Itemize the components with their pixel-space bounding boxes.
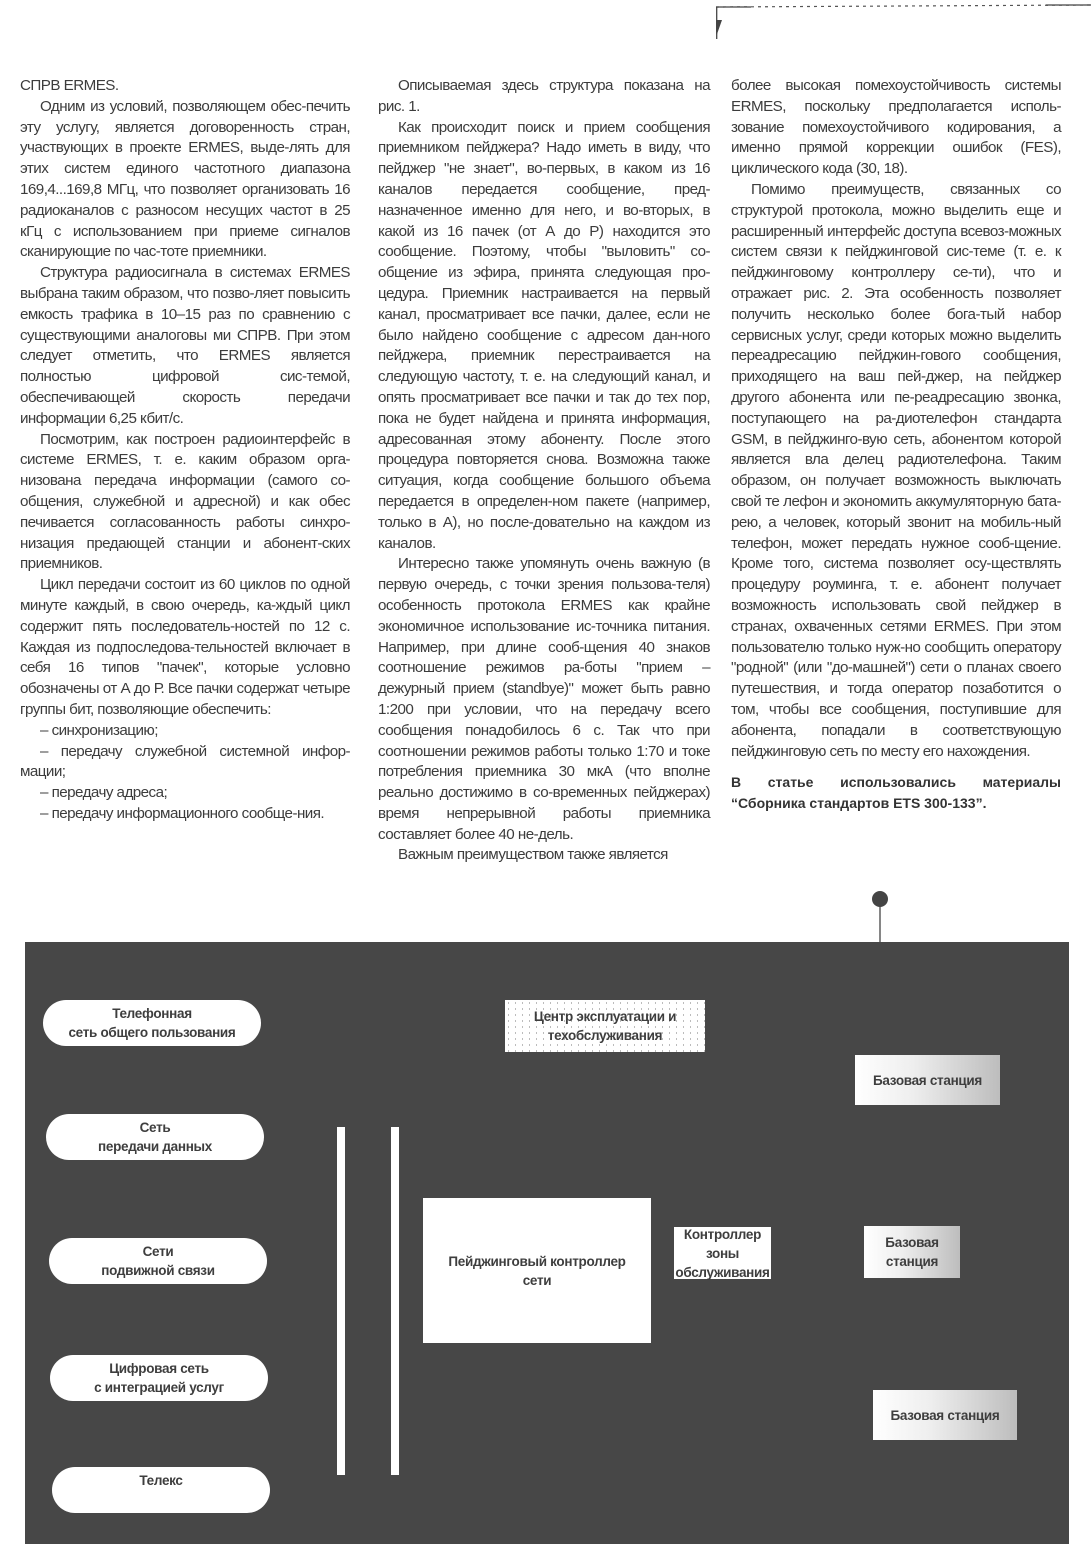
bus-line-left (337, 1127, 345, 1475)
node-base-station-1 (855, 1055, 1000, 1105)
node-zone-controller-label-2: обслуживания (675, 1264, 770, 1280)
paragraph: Важным преимуществом также является (398, 846, 668, 864)
paragraph: СПРВ ERMES. (20, 77, 119, 94)
article-column-1 (20, 76, 350, 825)
node-network-controller-label-1: Пейджинговый контроллер (448, 1253, 626, 1269)
node-data-network-label-1: Сеть (139, 1120, 171, 1135)
paragraph: Цикл передачи состоит из 60 циклов по одной минуте каждый, в свою очередь, ка-ждый цикл содержит пять последователь-ностей по 12 с. Каждая из подпоследова-тельностей включает в себя 16 типов "пачек", которые условно обозначены от А до Р. Все пачки содержат четыре группы бит, позволяющие обеспечить: (20, 576, 350, 718)
paragraph: Помимо преимуществ, связанных со структурой протокола, можно выделить еще и расширенный интерфейс доступа всевоз-можных систем связи к пейджинговой сис-теме (т. е. к пейджинговому контроллеру се-ти), что и отражает рис. 2. Эта особенность позволяет получить несколько более бога-тый набор сервисных услуг, среди которых можно выделить переадресацию пейджин-гового сообщения, приходящего на ваш пей-джер, на пейджер другого абонента или пе-реадресацию звонка, поступающего на ра-диотелефон стандарта GSM, в пейджинго-вую сеть, абонентом которой является вла делец радиотелефона. Таким образом, он получает возможность выключать свой те лефон и экономить аккумуляторную бата-рею, а человек, который звонит на мобиль-ный телефон, может передать нужное сооб-щение. Кроме того, система позволяет осу-ществлять процедуру роуминга, т. е. абонент получает возможность использовать свой пейджер в странах, охваченных сетями ERMES. При этом пользователю только нуж-но сообщить оператору "родной" (или "до-машней") сети о планах своего путешествия, и тогда оператор позаботится о том, чтобы все сообщения, поступившие для абонента, попадали в соответствующую пейджинговую сеть по месту его нахождения. (731, 180, 1061, 760)
node-base-station-3 (873, 1390, 1017, 1440)
paragraph: более высокая помехоустойчивость системы ERMES, поскольку предполагается исполь-зование помехоустойчивого кодирования, а именно прямой коррекции ошибок (FES), циклического кода (30, 18). (731, 77, 1061, 178)
node-network-controller-label-2: сети (522, 1272, 552, 1288)
list-item: – синхронизацию; (40, 721, 158, 739)
source-credit-line-2: “Сборника стандартов ETS 300-133”. (731, 795, 987, 812)
node-base-station-2 (864, 1226, 960, 1278)
source-credit (731, 772, 1061, 814)
list-item: – передачу адреса; (40, 784, 168, 802)
list-item: – передачу служебной системной инфор-мации; (20, 742, 350, 781)
node-network-controller (423, 1198, 651, 1343)
paging-network-diagram (25, 942, 1069, 1544)
node-zone-controller-label-1: Контроллер зоны (683, 1226, 762, 1261)
article-column-3 (731, 76, 1061, 814)
node-data-network (46, 1114, 264, 1160)
node-pstn-label-1: Телефонная (112, 1006, 192, 1021)
node-operations-center-label-2: техобслуживания (547, 1028, 663, 1043)
node-pstn-label-2: сеть общего пользования (68, 1025, 236, 1040)
node-base-station-2-label: Базовая станция (885, 1235, 939, 1269)
paragraph: Как происходит поиск и прием сообщения приемником пейджера? Надо иметь в виду, что пейджер "не знает", во-первых, в каком из 16 каналов передается сообщение, пред-назначенное именно для него, и во-вторых, в какой из 16 пачек (от А до Р) находится это сообщение. Поэтому, чтобы "выловить" со-общение из эфира, принята следующая про-цедура. Приемник настраивается на первый канал, просматривает все пачки, далее, если не было найдено сообщение с адресом дан-ного пейджера, приемник перестраивается на следующую частоту, т. е. на следующий канал, и опять просматривает все пачки и так до тех пор, пока не будет найдена и принята информация, адресованная этому абоненту. После этого процедура повторяется снова. Возможна также ситуация, когда сообщение большого объема передается в определен-ном пакете (например, только в А), но после-довательно на каждом из каналов. (378, 118, 710, 552)
node-base-station-1-label: Базовая станция (872, 1072, 982, 1088)
node-mobile-networks-label-2: подвижной связи (101, 1263, 215, 1278)
paragraph: Структура радиосигнала в системах ERMES выбрана таким образом, что позво-ляет повысить емкость трафика в 10–15 раз по сравнению с существующими аналоговы ми СПРВ. При этом следует отметить, что ERMES является полностью цифровой сис-темой, обеспечивающей скорость передачи информации 6,25 кбит/с. (20, 264, 350, 427)
node-isdn (50, 1355, 268, 1401)
node-data-network-label-2: передачи данных (98, 1139, 212, 1154)
connector-pin-icon (860, 888, 900, 946)
node-pstn (43, 1000, 261, 1046)
paragraph: Одним из условий, позволяющем обес-печить эту услугу, является договоренность стран, участвующих в проекте ERMES, выде-лять для этих систем единого частотного диапазона 169,4...169,8 МГц, что позволяет организовать 16 радиоканалов с разносом несущих частот в 25 кГц с использованием при приеме сигналов сканирующие по час-тоте приемники. (20, 97, 350, 261)
list-item: – передачу информационного сообще-ния. (40, 804, 325, 822)
node-mobile-networks-label-1: Сети (142, 1244, 174, 1259)
flow-connector-arrow (716, 3, 1091, 39)
node-mobile-networks (49, 1238, 267, 1284)
node-telex (52, 1467, 270, 1513)
paragraph: Интересно также упомянуть очень важную (в первую очередь, с точки зрения пользова-теля) особенность протокола ERMES как крайне экономичное использование ис-точника питания. Например, при длине сооб-щения 40 знаков соотношение режимов ра-боты "прием – дежурный прием (standbye)" может быть равно 1:200 при условии, что на передачу всего сообщения понадобилось 6 с. Так что при соотношении режимов работы только 1:70 и токе потребления приемника 30 мкА (что вполне реально достижимо в со-временных пейджерах) время непрерывной работы приемника составляет более 40 не-дель. (378, 555, 710, 843)
paragraph: Посмотрим, как построен радиоинтерфейс в системе ERMES, т. е. каким образом орга-низована передача информации (самого со-общения, служебной и адресной) и как обес печивается согласованность работы синхро-низация предающей станции и абонент-ских приемников. (20, 430, 350, 573)
article-column-2 (378, 76, 710, 866)
node-isdn-label-1: Цифровая сеть (109, 1361, 209, 1376)
source-credit-line-1: В статье использовались материалы (731, 774, 1061, 791)
paragraph: Описываемая здесь структура показана на рис. 1. (378, 77, 710, 115)
node-base-station-3-label: Базовая станция (890, 1407, 1000, 1423)
node-operations-center (505, 1000, 705, 1052)
node-zone-controller (674, 1227, 771, 1279)
node-operations-center-label-1: Центр эксплуатации и (533, 1009, 677, 1024)
node-isdn-label-2: с интеграцией услуг (94, 1380, 224, 1395)
bus-line-right (391, 1127, 399, 1475)
node-telex-label-1: Телекс (139, 1473, 183, 1488)
